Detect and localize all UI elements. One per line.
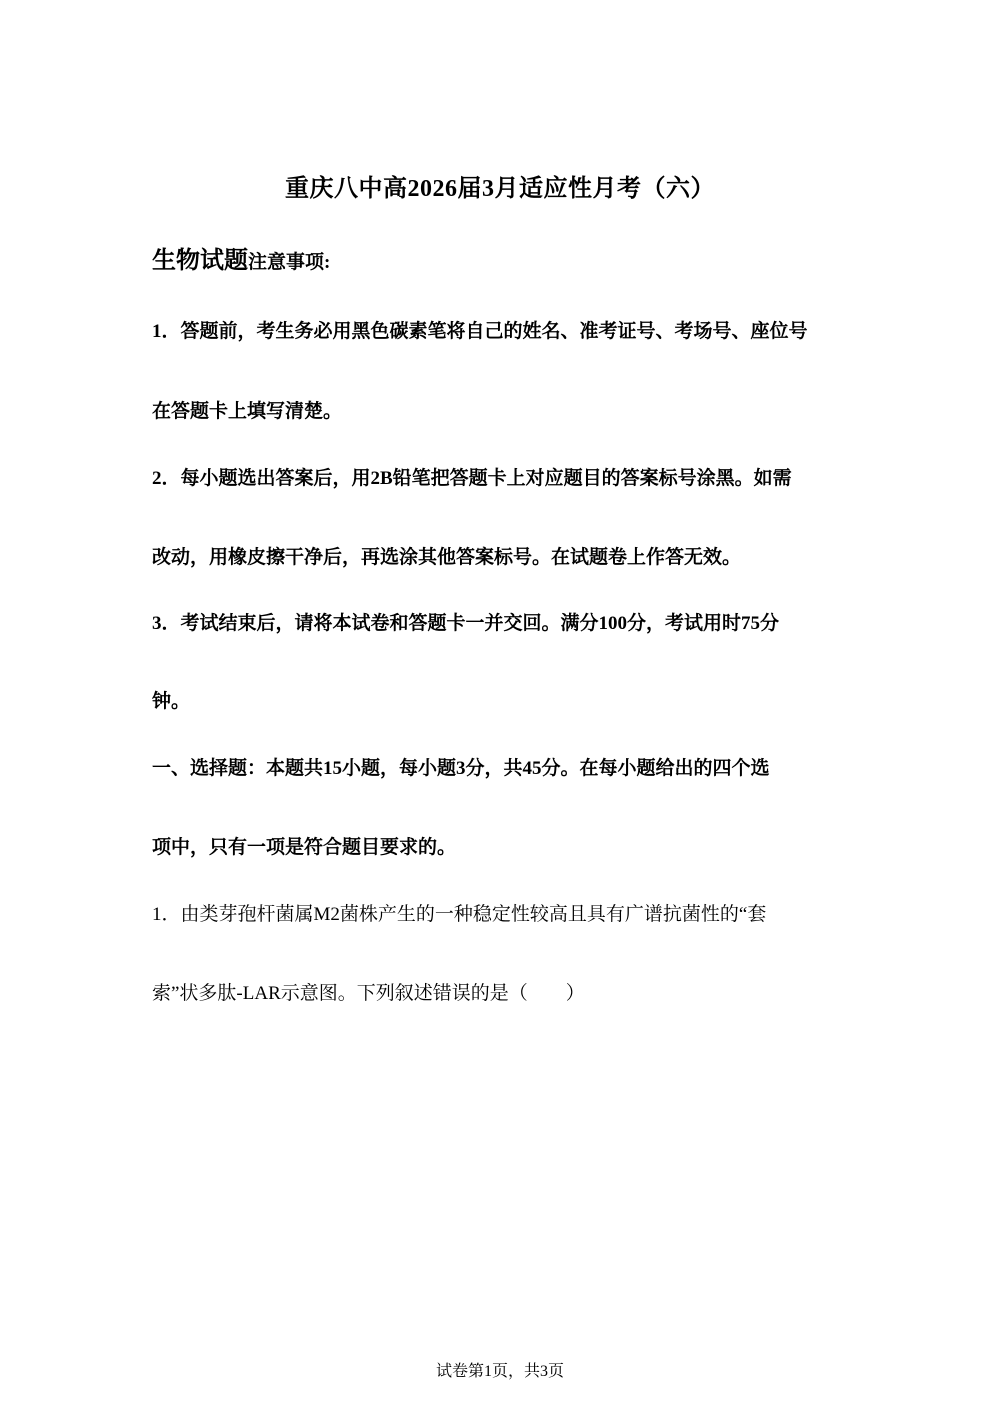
notice-2-line-2: 改动，用橡皮擦干净后，再选涂其他答案标号。在试题卷上作答无效。	[152, 547, 742, 568]
notice-3-line-1: 3．考试结束后，请将本试卷和答题卡一并交回。满分100分，考试用时75分	[152, 613, 780, 634]
notice-2-line-1: 2．每小题选出答案后，用2B铅笔把答题卡上对应题目的答案标号涂黑。如需	[152, 468, 792, 489]
section-one-line-1: 一、选择题：本题共15小题，每小题3分，共45分。在每小题给出的四个选	[152, 758, 770, 779]
notice-1-line-2: 在答题卡上填写清楚。	[152, 401, 343, 422]
exam-title: 重庆八中高2026届3月适应性月考（六）	[285, 176, 715, 202]
page-footer: 试卷第1页，共3页	[435, 1363, 564, 1380]
notice-3-line-2: 钟。	[152, 691, 191, 712]
question-1-line-1: 1．由类芽孢杆菌属M2菌株产生的一种稳定性较高且具有广谱抗菌性的“套	[152, 904, 767, 925]
question-1-line-2: 索”状多肽-LAR示意图。下列叙述错误的是（ ）	[152, 983, 585, 1004]
subject-name: 生物试题	[152, 248, 248, 274]
section-one-line-2: 项中，只有一项是符合题目要求的。	[152, 837, 457, 858]
notice-1-line-1: 1．答题前，考生务必用黑色碳素笔将自己的姓名、准考证号、考场号、座位号	[152, 321, 808, 342]
notice-heading: 注意事项:	[248, 252, 331, 273]
subject-heading	[152, 240, 330, 275]
